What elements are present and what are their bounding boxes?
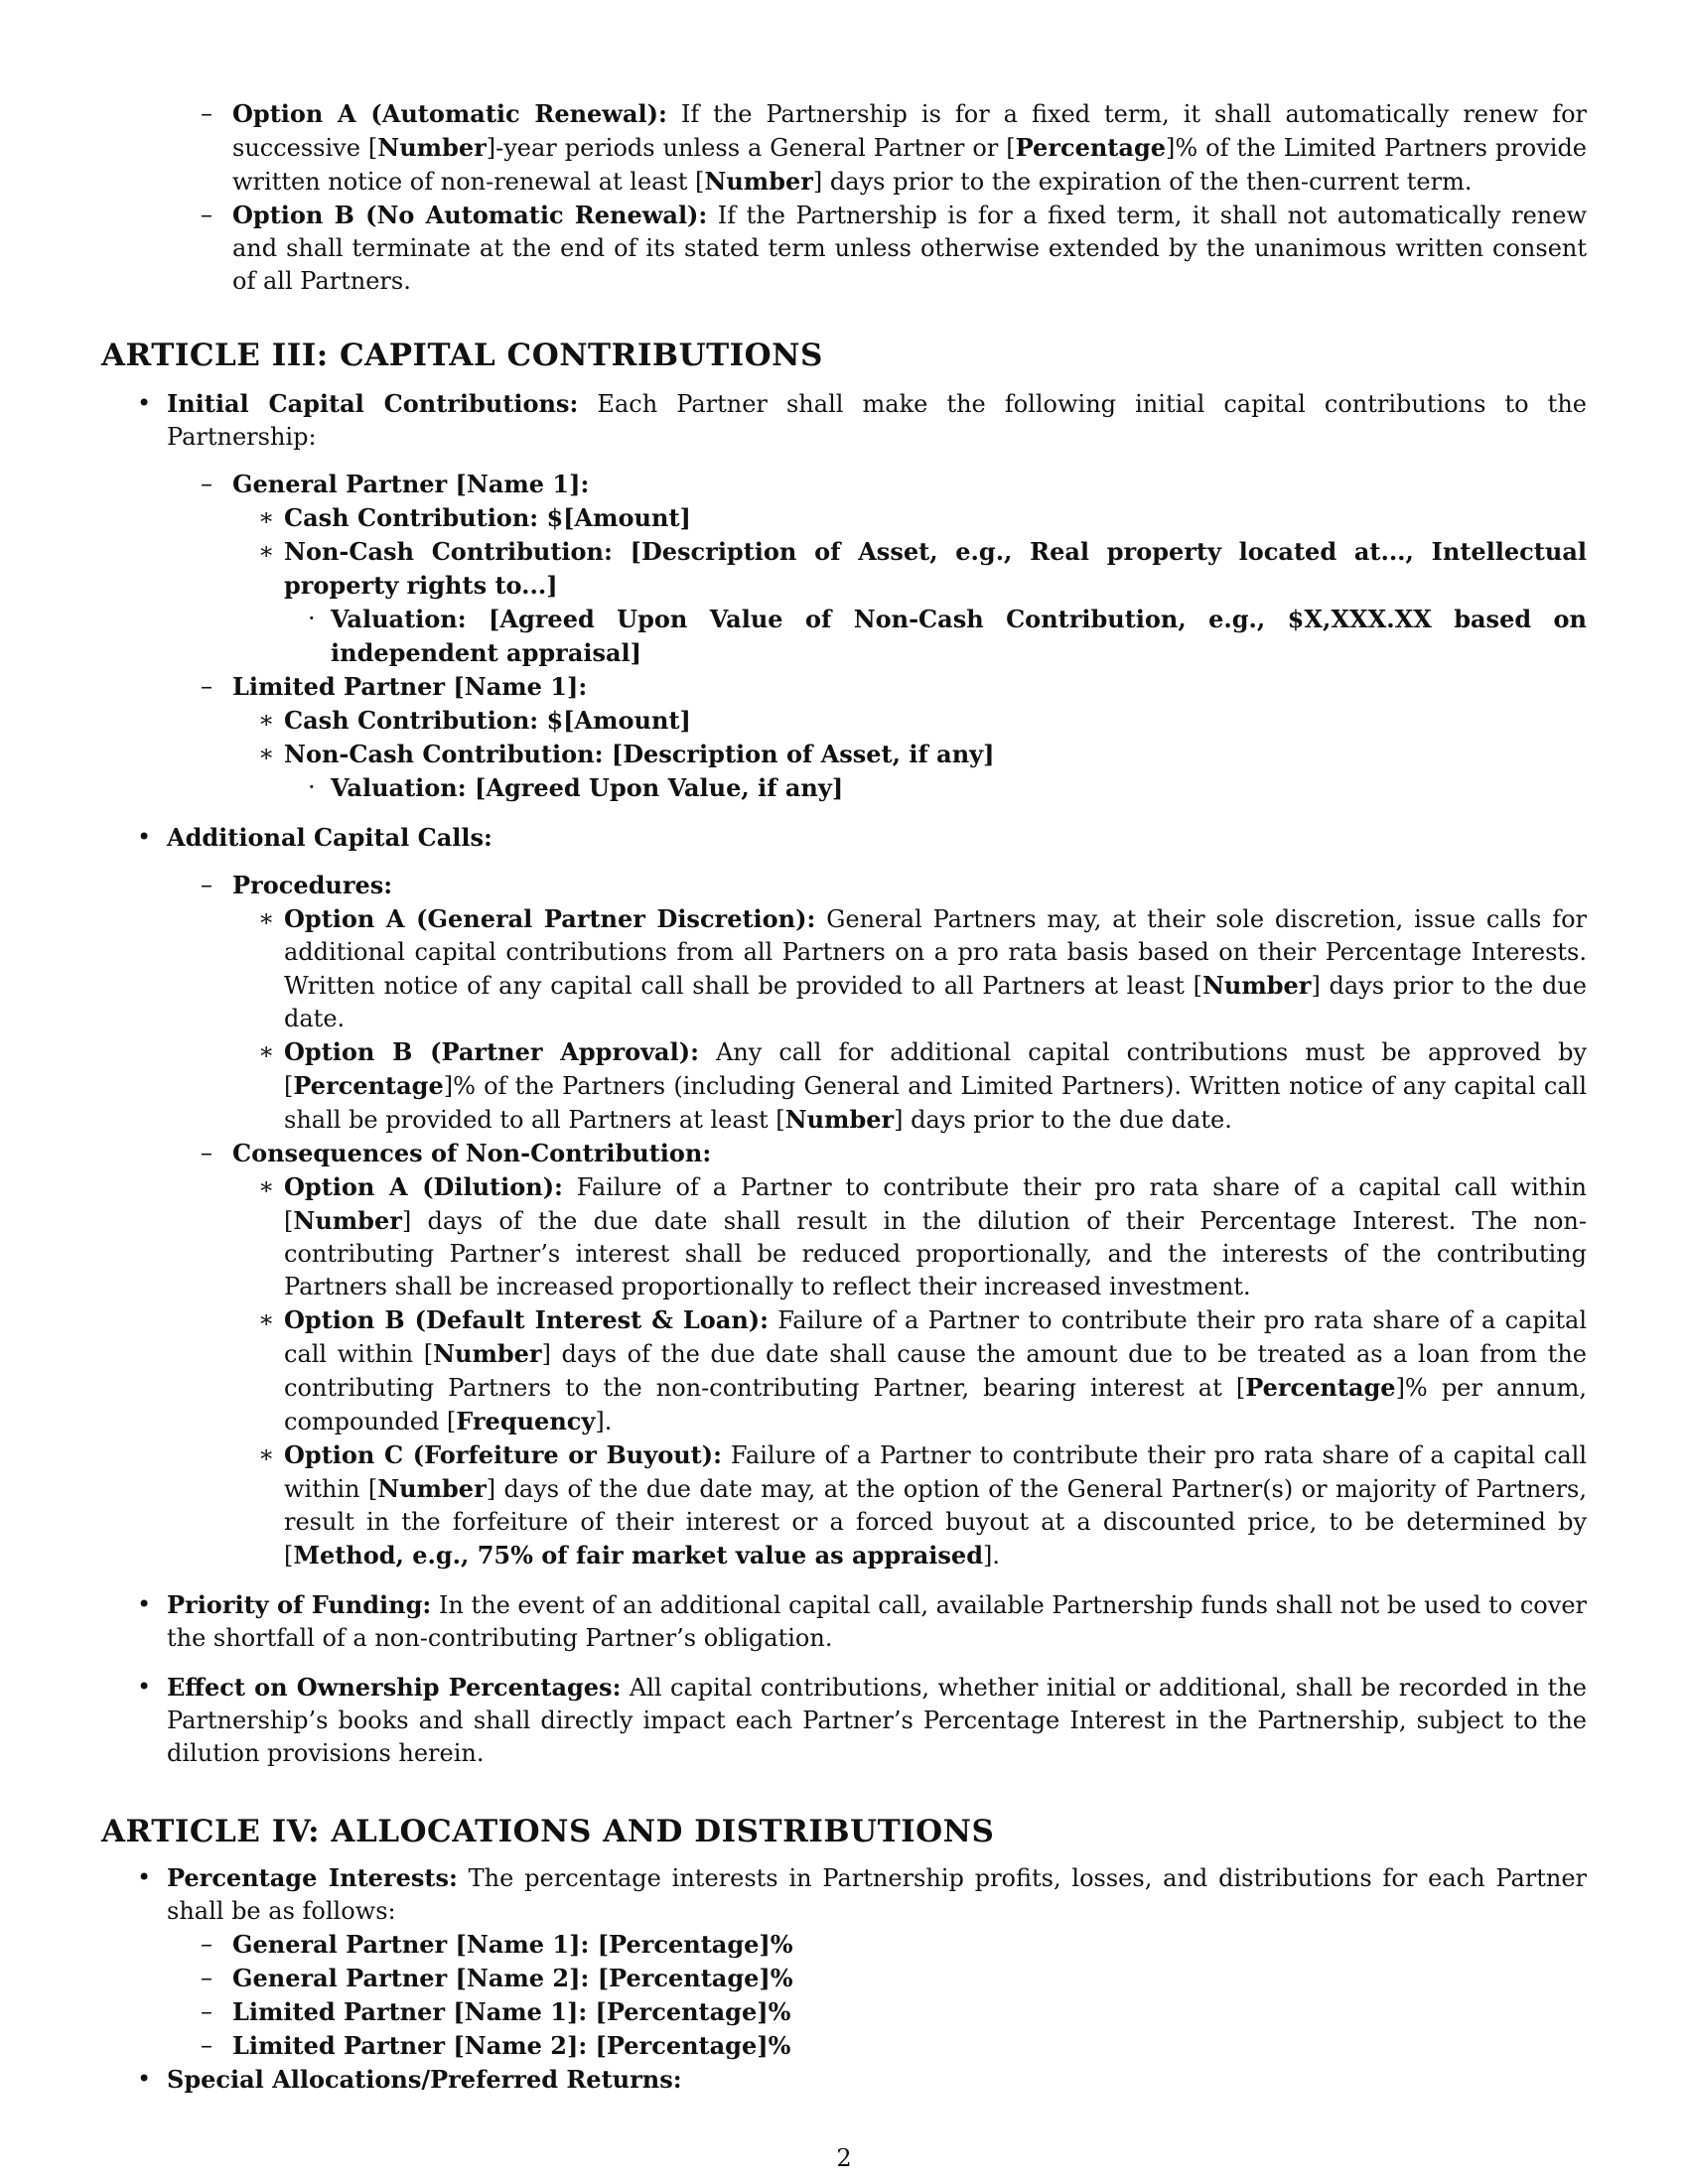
priority-of-funding: • Priority of Funding: In the event of an additional capital call, available Partnership funds shall not be used to cover the shortfall of a non-contributing Partner’s obligation.	[101, 1588, 1587, 1655]
document-page	[101, 97, 1587, 2097]
term-renewal-options	[167, 97, 1587, 298]
interest-item: – General Partner [Name 2]: [Percentage]%	[167, 1962, 1587, 1995]
gp-cash-contribution: ∗ Cash Contribution: $[Amount]	[232, 501, 1587, 535]
article-iii-list	[101, 387, 1587, 1770]
page-number: 2	[836, 2144, 852, 2172]
consequences-option-a: ∗ Option A (Dilution): Failure of a Partner to contribute their pro rata share of a capital call within [Number] days of the due date shall result in the dilution of their Percentage Interest. The non-contributing Partner’s interest shall be reduced proportionally, and the interests of the contributing Partners shall be increased proportionally to reflect their increased investment.	[232, 1170, 1587, 1303]
interest-item: – General Partner [Name 1]: [Percentage]%	[167, 1928, 1587, 1962]
lp-cash-contribution: ∗ Cash Contribution: $[Amount]	[232, 704, 1587, 738]
procedures-option-b: ∗ Option B (Partner Approval): Any call for additional capital contributions must be approved by [Percentage]% of the Partners (including General and Limited Partners). Written notice of any capital call shall be provided to all Partners at least [Number] days prior to the due date.	[232, 1035, 1587, 1137]
consequences-of-non-contribution: – Consequences of Non-Contribution: ∗ Option A (Dilution): Failure of a Partner to contribute their pro rata share of a capital call within [Number] days of the due date shall result in the dilution of their Percentage Interest. The non-contributing Partner’s interest shall be reduced proportionally, and the interests of the contributing Partners shall be increased proportionally to reflect their increased investment. ∗ Option B (Default Interest & Loan): Failure of a Partner to contribute their pro rata share of a capital call within [Number] days of the due date shall cause the amount due to be treated as a loan from the contributing Partners to the non-contributing Partner, bearing interest at [Percentage]% per annum, compounded [Frequency]. ∗ Option C (Forfeiture or Buyout): Failure of a Partner to contribute their pro rata share of a capital call within [Number] days of the due date may, at the option of the General Partner(s) or majority of Partners, result in the forfeiture of their interest or a forced buyout at a discounted price, to be determined by [Method, e.g., 75% of fair market value as appraised].	[167, 1137, 1587, 1572]
lp-valuation: · Valuation: [Agreed Upon Value, if any]	[284, 771, 1587, 805]
consequences-option-b: ∗ Option B (Default Interest & Loan): Failure of a Partner to contribute their pro rata share of a capital call within [Number] days of the due date shall cause the amount due to be treated as a loan from the contributing Partners to the non-contributing Partner, bearing interest at [Percentage]% per annum, compounded [Frequency].	[232, 1303, 1587, 1438]
limited-partner-contribution: – Limited Partner [Name 1]: ∗ Cash Contribution: $[Amount] ∗ Non-Cash Contribution: [Description of Asset, if any] · Valuation: [Agreed Upon Value, if any]	[167, 670, 1587, 805]
consequences-option-c: ∗ Option C (Forfeiture or Buyout): Failure of a Partner to contribute their pro rata share of a capital call within [Number] days of the due date may, at the option of the General Partner(s) or majority of Partners, result in the forfeiture of their interest or a forced buyout at a discounted price, to be determined by [Method, e.g., 75% of fair market value as appraised].	[232, 1438, 1587, 1572]
lp-noncash-contribution: ∗ Non-Cash Contribution: [Description of Asset, if any] · Valuation: [Agreed Upon Value, if any]	[232, 738, 1587, 805]
general-partner-contribution: – General Partner [Name 1]: ∗ Cash Contribution: $[Amount] ∗ Non-Cash Contribution: [Description of Asset, e.g., Real property located at..., Intellectual property rights to...] · Valuation: [Agreed Upon Value of Non-Cash Contribution, e.g., $X,XXX.XX based on independent appraisal]	[167, 468, 1587, 670]
procedures-option-a: ∗ Option A (General Partner Discretion): General Partners may, at their sole discretion, issue calls for additional capital contributions from all Partners on a pro rata basis based on their Percentage Interests. Written notice of any capital call shall be provided to all Partners at least [Number] days prior to the due date.	[232, 902, 1587, 1035]
option-b-no-automatic-renewal: – Option B (No Automatic Renewal): If the Partnership is for a fixed term, it shall not automatically renew and shall terminate at the end of its stated term unless otherwise extended by the unanimous written consent of all Partners.	[167, 199, 1587, 298]
article-iv-heading: ARTICLE IV: ALLOCATIONS AND DISTRIBUTIONS	[101, 1814, 995, 1849]
procedures: – Procedures: ∗ Option A (General Partner Discretion): General Partners may, at their sole discretion, issue calls for additional capital contributions from all Partners on a pro rata basis based on their Percentage Interests. Written notice of any capital call shall be provided to all Partners at least [Number] days prior to the due date. ∗ Option B (Partner Approval): Any call for additional capital contributions must be approved by [Percentage]% of the Partners (including General and Limited Partners). Written notice of any capital call shall be provided to all Partners at least [Number] days prior to the due date.	[167, 869, 1587, 1137]
initial-capital-contributions: • Initial Capital Contributions: Each Partner shall make the following initial capital contributions to the Partnership: – General Partner [Name 1]: ∗ Cash Contribution: $[Amount] ∗ Non-Cash Contribution: [Description of Asset, e.g., Real property located at..., Intellectual property rights to...] · Valuation: [Agreed Upon Value of Non-Cash Contribution, e.g., $X,XXX.XX based on independent appraisal] – Limited Partner [Name 1]: ∗ Cash Contribution: $[Amount] ∗ Non-Cash Contribution: [Description of Asset, if any] · Valuation: [Agreed Upon Value, if any]	[101, 387, 1587, 805]
additional-capital-calls: • Additional Capital Calls: – Procedures: ∗ Option A (General Partner Discretion): General Partners may, at their sole discretion, issue calls for additional capital contributions from all Partners on a pro rata basis based on their Percentage Interests. Written notice of any capital call shall be provided to all Partners at least [Number] days prior to the due date. ∗ Option B (Partner Approval): Any call for additional capital contributions must be approved by [Percentage]% of the Partners (including General and Limited Partners). Written notice of any capital call shall be provided to all Partners at least [Number] days prior to the due date. – Consequences of Non-Contribution: ∗ Option A (Dilution): Failure of a Partner to contribute their pro rata share of a capital call within [Number] days of the due date shall result in the dilution of their Percentage Interest. The non-contributing Partner’s interest shall be reduced proportionally, and the interests of the contributing Partners shall be increased proportionally to reflect their increased investment. ∗ Option B (Default Interest & Loan): Failure of a Partner to contribute their pro rata share of a capital call within [Number] days of the due date shall cause the amount due to be treated as a loan from the contributing Partners to the non-contributing Partner, bearing interest at [Percentage]% per annum, compounded [Frequency]. ∗ Option C (Forfeiture or Buyout): Failure of a Partner to contribute their pro rata share of a capital call within [Number] days of the due date may, at the option of the General Partner(s) or majority of Partners, result in the forfeiture of their interest or a forced buyout at a discounted price, to be determined by [Method, e.g., 75% of fair market value as appraised].	[101, 821, 1587, 1572]
article-iii-heading: ARTICLE III: CAPITAL CONTRIBUTIONS	[101, 338, 823, 373]
special-allocations: • Special Allocations/Preferred Returns:	[101, 2063, 1587, 2097]
gp-valuation: · Valuation: [Agreed Upon Value of Non-Cash Contribution, e.g., $X,XXX.XX based on independent appraisal]	[284, 603, 1587, 670]
option-a-automatic-renewal: – Option A (Automatic Renewal): If the Partnership is for a fixed term, it shall automatically renew for successive [Number]-year periods unless a General Partner or [Percentage]% of the Limited Partners provide written notice of non-renewal at least [Number] days prior to the expiration of the then-current term.	[167, 97, 1587, 199]
interest-item: – Limited Partner [Name 1]: [Percentage]%	[167, 1995, 1587, 2029]
percentage-interests: • Percentage Interests: The percentage interests in Partnership profits, losses, and distributions for each Partner shall be as follows: – General Partner [Name 1]: [Percentage]% – General Partner [Name 2]: [Percentage]% – Limited Partner [Name 1]: [Percentage]% – Limited Partner [Name 2]: [Percentage]%	[101, 1861, 1587, 2063]
option-b-title: Option B (No Automatic Renewal):	[232, 201, 708, 229]
article-iv-list	[101, 1861, 1587, 2097]
option-a-title: Option A (Automatic Renewal):	[232, 99, 667, 128]
effect-on-ownership-percentages: • Effect on Ownership Percentages: All capital contributions, whether initial or additional, shall be recorded in the Partnership’s books and shall directly impact each Partner’s Percentage Interest in the Partnership, subject to the dilution provisions herein.	[101, 1671, 1587, 1770]
interest-item: – Limited Partner [Name 2]: [Percentage]%	[167, 2029, 1587, 2063]
gp-noncash-contribution: ∗ Non-Cash Contribution: [Description of Asset, e.g., Real property located at..., Intellectual property rights to...] · Valuation: [Agreed Upon Value of Non-Cash Contribution, e.g., $X,XXX.XX based on independent appraisal]	[232, 535, 1587, 670]
